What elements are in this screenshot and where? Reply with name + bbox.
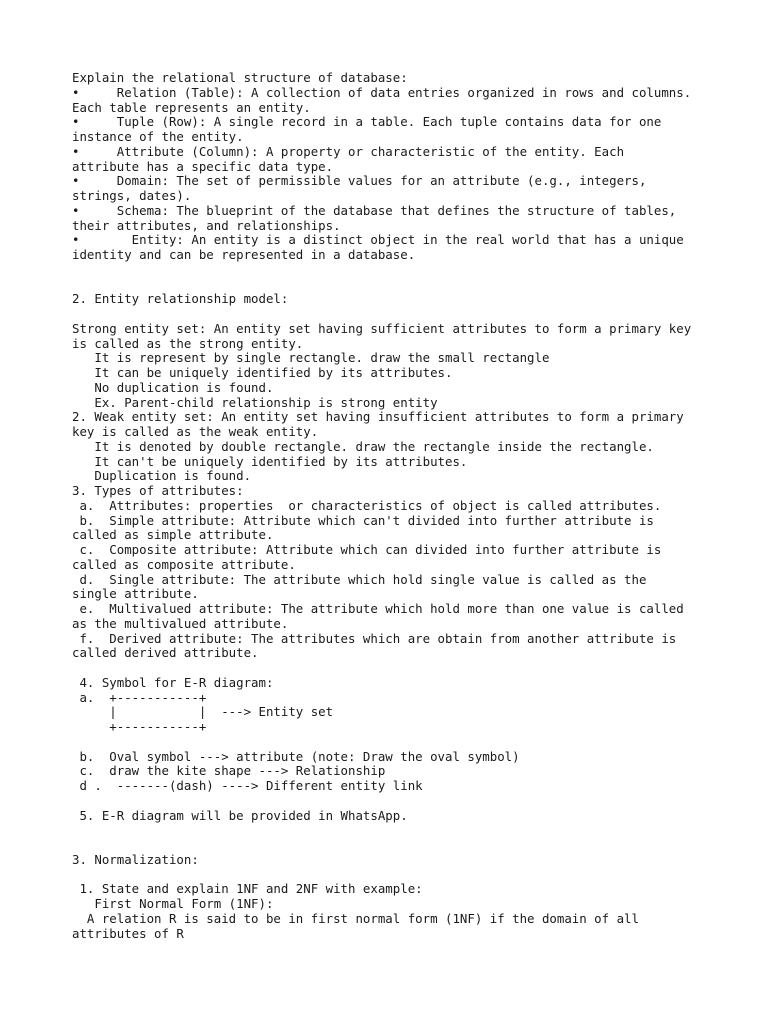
text-line: d . -------(dash) ----> Different entity link	[72, 778, 423, 793]
text-line: +-----------+	[72, 719, 207, 734]
text-line: called as simple attribute.	[72, 527, 274, 543]
text-line: c. draw the kite shape ---> Relationship	[72, 763, 386, 779]
text-line: No duplication is found.	[72, 379, 274, 395]
document-body	[72, 71, 712, 941]
text-line: A relation R is said to be in first normal form (1NF) if the domain of all	[72, 910, 639, 926]
text-line: a. +-----------+	[72, 689, 207, 705]
text-line: Duplication is found.	[72, 468, 252, 484]
text-line: b. Simple attribute: Attribute which can't divided into further attribute is	[72, 512, 654, 528]
blank-line	[72, 823, 712, 838]
text-line: Explain the relational structure of database:	[72, 70, 408, 85]
text-line: f. Derived attribute: The attributes which are obtain from another attribute is	[72, 630, 677, 646]
text-line: called derived attribute.	[72, 645, 259, 661]
text-line: First Normal Form (1NF):	[72, 896, 274, 911]
text-line: b. Oval symbol ---> attribute (note: Draw the oval symbol)	[72, 748, 520, 764]
text-line: 1. State and explain 1NF and 2NF with example:	[72, 881, 423, 897]
text-line: It can't be uniquely identified by its attributes.	[72, 453, 468, 469]
text-line: c. Composite attribute: Attribute which can divided into further attribute is	[72, 542, 662, 557]
text-line: 4. Symbol for E-R diagram:	[72, 674, 274, 690]
text-line: a. Attributes: properties or characteristics of object is called attributes.	[72, 497, 662, 513]
text-line: attributes of R	[72, 925, 184, 941]
text-line: It is represent by single rectangle. draw the small rectangle	[72, 350, 550, 366]
text-line: as the multivalued attribute.	[72, 615, 289, 631]
text-line: single attribute.	[72, 586, 199, 602]
blank-line	[72, 735, 712, 750]
text-line: 5. E-R diagram will be provided in WhatsApp.	[72, 807, 408, 823]
blank-line	[72, 263, 712, 278]
text-line: 3. Normalization:	[72, 851, 199, 867]
text-line: • Domain: The set of permissible values for an attribute (e.g., integers,	[72, 173, 647, 189]
text-line: • Attribute (Column): A property or characteristic of the entity. Each	[72, 143, 625, 159]
blank-line	[72, 278, 712, 293]
text-line: is called as the strong entity.	[72, 335, 304, 351]
blank-line	[72, 868, 712, 883]
text-line: their attributes, and relationships.	[72, 217, 341, 233]
text-line: It can be uniquely identified by its attributes.	[72, 365, 453, 380]
text-line: d. Single attribute: The attribute which hold single value is called as the	[72, 571, 647, 587]
text-line: 3. Types of attributes:	[72, 483, 244, 498]
text-line: | | ---> Entity set	[72, 704, 334, 720]
text-line: strings, dates).	[72, 188, 192, 203]
text-line: Each table represents an entity.	[72, 99, 311, 115]
text-line: Strong entity set: An entity set having sufficient attributes to form a primary key	[72, 320, 692, 336]
text-line: It is denoted by double rectangle. draw the rectangle inside the rectangle.	[72, 438, 654, 454]
text-line: • Tuple (Row): A single record in a table. Each tuple contains data for one	[72, 114, 662, 130]
blank-line	[72, 838, 712, 853]
blank-line	[72, 794, 712, 809]
text-line: e. Multivalued attribute: The attribute which hold more than one value is called	[72, 601, 684, 616]
text-line: called as composite attribute.	[72, 556, 296, 572]
blank-line	[72, 661, 712, 676]
text-line: • Schema: The blueprint of the database that defines the structure of tables,	[72, 202, 677, 218]
text-line: attribute has a specific data type.	[72, 158, 334, 174]
text-line: Ex. Parent-child relationship is strong entity	[72, 394, 438, 410]
text-line: • Entity: An entity is a distinct object in the real world that has a unique	[72, 232, 684, 248]
blank-line	[72, 307, 712, 322]
text-line: key is called as the weak entity.	[72, 424, 319, 439]
text-line: • Relation (Table): A collection of data entries organized in rows and columns.	[72, 84, 692, 100]
text-line: instance of the entity.	[72, 129, 244, 144]
text-line: identity and can be represented in a database.	[72, 247, 416, 262]
text-line: 2. Entity relationship model:	[72, 291, 289, 307]
text-line: 2. Weak entity set: An entity set having insufficient attributes to form a primary	[72, 409, 684, 425]
